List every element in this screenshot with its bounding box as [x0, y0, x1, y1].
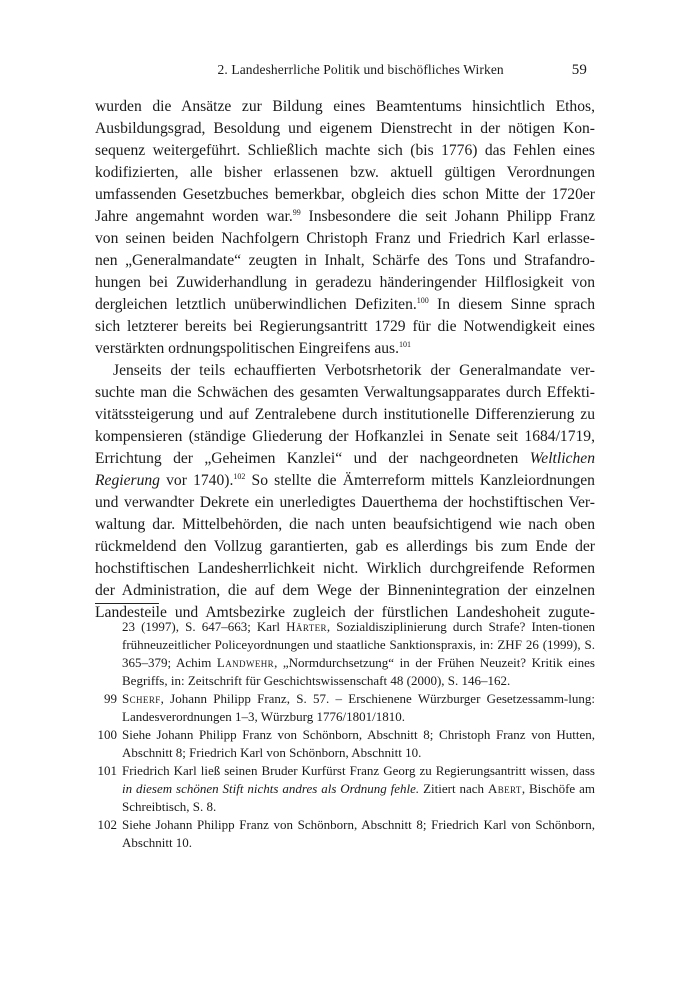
text-line: und verwandter Dekrete ein unerledigtes Dauerthema der hochstiftischen Ver- [95, 494, 595, 511]
running-head [95, 62, 587, 79]
text-span: , Sozialdisziplinierung durch Strafe? Inten-tionen frühneuzeitlicher Policeyordnungen und staatliche Sanktionspraxis, in: ZHF 26 (1999), S. 365–379; Achim [122, 619, 595, 670]
footnote-ref-100[interactable]: 100 [416, 295, 429, 305]
footnote-number: 102 [97, 817, 117, 832]
italic-span: Weltlichen [529, 450, 595, 467]
main-text [95, 96, 595, 624]
text-span: Siehe Johann Philipp Franz von Schönborn, Abschnitt 8; Friedrich Karl von Schönborn, Abschnitt 10. [122, 817, 595, 850]
text-span: 23 (1997), S. 647–663; Karl [122, 619, 287, 634]
footnote-number: 99 [104, 691, 117, 706]
footnotes [95, 618, 595, 852]
text-line: vitätssteigerung und auf Zentralebene durch institutionelle Differenzierung zu [95, 406, 595, 423]
text-span: vor 1740). [159, 472, 234, 489]
text-line: rückmeldend den Vollzug garantierten, gab es allerdings bis zum Ende der [95, 538, 595, 555]
paragraph-2 [95, 360, 595, 624]
text-span: Insbesondere die seit Johann Philipp Franz [300, 208, 595, 225]
text-span: In diesem Sinne sprach [428, 296, 595, 313]
author-name: Härter [286, 619, 327, 634]
text-span: , Johann Philipp Franz, S. 57. – Erschienene Würzburger Gesetzessamm-lung: Landesverordnungen 1–3, Würzburg 1776/1801/1810. [122, 691, 595, 724]
text-line: sich letzterer bereits bei Regierungsantritt 1729 für die Notwendigkeit eines [95, 318, 595, 335]
text-span: Jahre angemahnt worden war. [95, 208, 293, 225]
text-line: der Administration, die auf dem Wege der Binnenintegration der einzelnen [95, 582, 595, 599]
text-span: Errichtung der „Geheimen Kanzlei“ und der nachgeordneten [95, 450, 530, 467]
text-line [95, 338, 595, 360]
footnote-100 [95, 726, 595, 762]
text-span: Zitiert nach [419, 781, 488, 796]
paragraph-1 [95, 96, 595, 360]
text-line: hungen bei Zuwiderhandlung in geradezu händeringender Hilflosigkeit von [95, 274, 595, 291]
footnote-99 [95, 690, 595, 726]
page-number: 59 [571, 62, 587, 78]
text-line: waltung dar. Mittelbehörden, die nach unten beaufsichtigend wie nach oben [95, 516, 595, 533]
footnote-102 [95, 816, 595, 852]
text-span: Friedrich Karl ließ seinen Bruder Kurfürst Franz Georg zu Regierungsantritt wissen, dass [122, 763, 595, 778]
text-line: von seinen beiden Nachfolgern Christoph Franz und Friedrich Karl erlasse- [95, 230, 595, 247]
text-line: kodifizierten, alle bisher erlassenen bzw. aktuell gültigen Verordnungen [95, 164, 595, 181]
italic-span: in diesem schönen Stift nichts andres als Ordnung fehle. [122, 781, 420, 796]
text-line: Landesteile und Amtsbezirke zugleich der fürstlichen Landeshoheit zugute- [95, 604, 595, 621]
text-line: umfassenden Gesetzbuches bemerkbar, obgleich dies schon Mitte der 1720er [95, 186, 595, 203]
text-line: wurden die Ansätze zur Bildung eines Beamtentums hinsichtlich Ethos, [95, 98, 595, 115]
text-line: Ausbildungsgrad, Besoldung und eigenem Dienstrecht in der nötigen Kon- [95, 120, 595, 137]
text-line [95, 448, 595, 470]
footnote-ref-99[interactable]: 99 [292, 207, 301, 217]
footnote-number: 100 [97, 727, 117, 742]
footnote-continuation [95, 618, 595, 690]
text-line: suchte man die Schwächen des gesamten Verwaltungsapparates durch Effekti- [95, 384, 595, 401]
text-line: kompensieren (ständige Gliederung der Hofkanzlei in Senate seit 1684/1719, [95, 428, 595, 445]
text-span: , „Normdurchsetzung“ in der Frühen Neuzeit? Kritik eines Begriffs, in: Zeitschrift für Geschichtswissenschaft 48 (2000), S. 146–162. [122, 655, 595, 688]
footnote-101 [95, 762, 595, 816]
text-span: , Bischöfe am Schreibtisch, S. 8. [122, 781, 596, 814]
text-line: sequenz weitergeführt. Schließlich machte sich (bis 1776) das Fehlen eines [95, 142, 595, 159]
text-span: verstärkten ordnungspolitischen Eingreifens aus. [95, 340, 400, 357]
italic-span: Regierung [95, 472, 160, 489]
footnote-number: 101 [97, 763, 117, 778]
text-span: So stellte die Ämterreform mittels Kanzleiordnungen [245, 472, 595, 489]
text-line: nen „Generalmandate“ zeugten in Inhalt, Schärfe des Tons und Strafandro- [95, 252, 595, 269]
running-title: 2. Landesherrliche Politik und bischöfliches Wirken [217, 62, 504, 77]
text-line: hochstiftischen Landesherrlichkeit nicht. Wirklich durchgreifende Reformen [95, 560, 595, 577]
text-line [95, 206, 595, 228]
text-line: Jenseits der teils echauffierten Verbotsrhetorik der Generalmandate ver- [113, 362, 595, 379]
author-name: Abert [487, 781, 522, 796]
footnote-ref-102[interactable]: 102 [233, 471, 246, 481]
text-span: Siehe Johann Philipp Franz von Schönborn, Abschnitt 8; Christoph Franz von Hutten, Abschnitt 8; Friedrich Karl von Schönborn, Abschnitt 10. [122, 727, 595, 760]
author-name: Scherf [122, 691, 161, 706]
footnote-ref-101[interactable]: 101 [399, 339, 412, 349]
text-line [95, 470, 595, 492]
text-line [95, 294, 595, 316]
footnote-divider [95, 603, 159, 604]
text-span: dergleichen letztlich unüberwindlichen Defiziten. [95, 296, 417, 313]
author-name: Landwehr [216, 655, 275, 670]
